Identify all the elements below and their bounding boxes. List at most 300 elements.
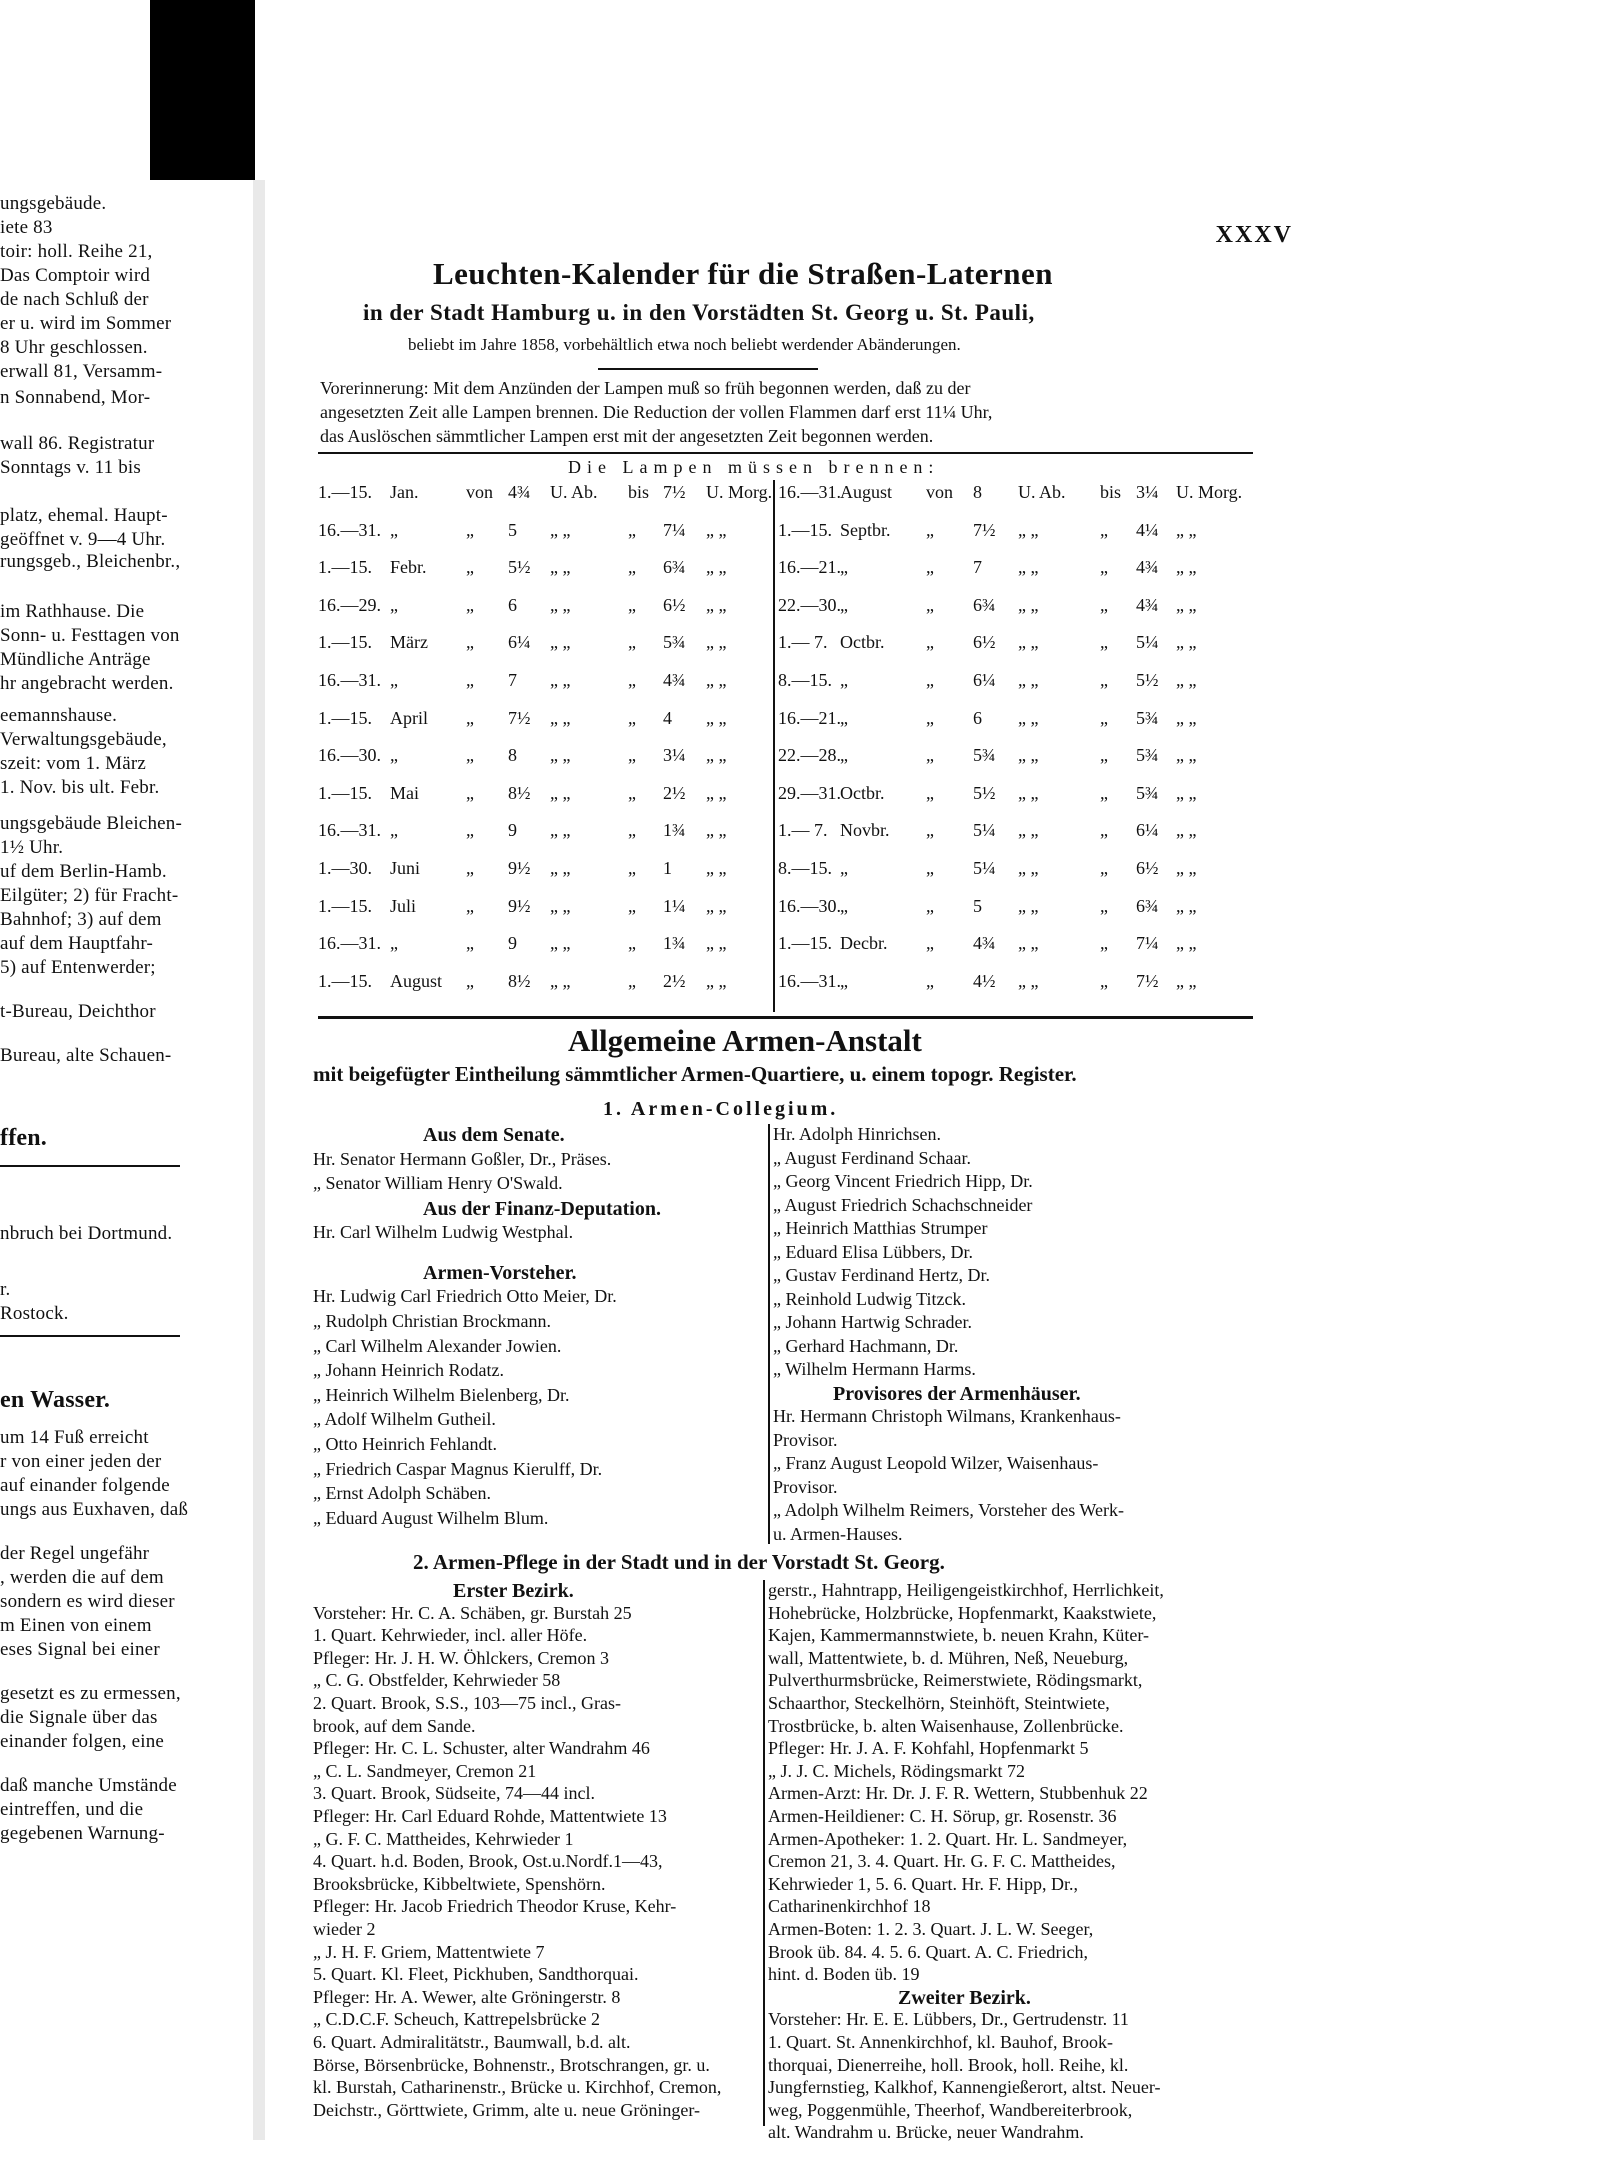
table-cell: Decbr. — [840, 933, 888, 954]
table-cell: 1.—15. — [318, 970, 372, 991]
table-cell: „ — [840, 707, 848, 728]
column-line: Pulverthurmsbrücke, Reimerstwiete, Rödingsmarkt, — [768, 1670, 1143, 1691]
table-cell: 4¾ — [508, 482, 531, 502]
left-page-line: ungsgebäude. — [0, 193, 107, 214]
left-page-line: Rostock. — [0, 1303, 69, 1324]
table-cell: „ — [840, 594, 848, 615]
table-cell: „ — [628, 745, 636, 766]
left-page-line: eses Signal bei einer — [0, 1639, 160, 1660]
table-cell: August — [390, 970, 443, 991]
book-spine-shadow — [150, 0, 255, 180]
table-cell: „ „ — [550, 858, 571, 878]
table-cell: „ — [628, 594, 636, 615]
table-cell: 7½ — [1136, 970, 1159, 991]
table-cell: 5¼ — [973, 820, 996, 841]
left-page-line: Das Comptoir wird — [0, 265, 151, 286]
column-line: „ Heinrich Wilhelm Bielenberg, Dr. — [313, 1384, 570, 1405]
table-cell: „ „ — [1018, 707, 1039, 728]
left-page-line: t-Bureau, Deichthor — [0, 1001, 156, 1022]
column-line: Hr. Carl Wilhelm Ludwig Westphal. — [313, 1222, 574, 1243]
column-line: „ Adolf Wilhelm Gutheil. — [313, 1409, 496, 1430]
table-cell: 1.— 7. — [778, 820, 828, 841]
table-cell: „ „ — [1176, 519, 1197, 540]
left-page-line: die Signale über das — [0, 1707, 158, 1728]
table-cell: „ „ — [706, 933, 727, 954]
table-cell: „ „ — [706, 670, 727, 690]
table-cell: „ „ — [1176, 933, 1197, 954]
table-cell: „ „ — [1176, 820, 1197, 841]
table-cell: August — [840, 482, 893, 502]
table-cell: „ — [390, 670, 398, 690]
table-cell: „ — [926, 745, 934, 766]
preliminary-note — [320, 376, 992, 448]
table-cell: „ „ — [1018, 745, 1039, 766]
table-cell: 5½ — [973, 782, 996, 803]
table-cell: „ „ — [1018, 632, 1039, 653]
table-cell: 7½ — [973, 519, 996, 540]
column-line: wieder 2 — [313, 1919, 376, 1939]
table-cell: „ — [628, 557, 636, 578]
column-line: „ Georg Vincent Friedrich Hipp, Dr. — [773, 1171, 1033, 1191]
table-cell: „ „ — [1176, 707, 1197, 728]
table-cell: 9 — [508, 933, 517, 954]
left-page-line: Verwaltungsgebäude, — [0, 729, 167, 750]
column-line: Trostbrücke, b. alten Waisenhause, Zollenbrücke. — [768, 1715, 1124, 1736]
table-cell: „ — [926, 707, 934, 728]
column-line: Brook üb. 84. 4. 5. 6. Quart. A. C. Friedrich, — [768, 1941, 1088, 1962]
table-cell: Novbr. — [840, 820, 890, 841]
table-cell: Septbr. — [840, 519, 891, 540]
column-line: Hr. Ludwig Carl Friedrich Otto Meier, Dr. — [313, 1286, 617, 1307]
table-cell: 7 — [973, 557, 982, 578]
note-line: angesetzten Zeit alle Lampen brennen. Die Reduction der vollen Flammen darf erst 11¼ Uhr, — [320, 402, 993, 422]
collegium-right-column — [773, 1124, 1293, 1544]
table-cell: 5¾ — [973, 745, 996, 766]
table-cell: 6 — [508, 594, 517, 615]
column-line: 3. Quart. Brook, Südseite, 74—44 incl. — [313, 1783, 595, 1804]
table-cell: „ — [466, 519, 474, 540]
table-cell: 16.—21. — [778, 557, 841, 578]
column-line: Pfleger: Hr. Jacob Friedrich Theodor Kruse, Kehr- — [313, 1896, 677, 1917]
column-line: Hohebrücke, Holzbrücke, Hopfenmarkt, Kaakstwiete, — [768, 1602, 1157, 1623]
table-cell: 8½ — [508, 782, 531, 803]
table-cell: „ — [628, 670, 636, 690]
left-page-line: der Regel ungefähr — [0, 1543, 150, 1564]
column-line: Kehrwieder 1, 5. 6. Quart. Hr. F. Hipp, Dr., — [768, 1873, 1079, 1894]
table-cell: „ „ — [1018, 895, 1039, 916]
table-cell: „ — [466, 594, 474, 615]
table-top-rule — [318, 452, 1253, 454]
table-cell: 8 — [508, 745, 517, 766]
table-cell: „ „ — [1176, 670, 1197, 690]
table-cell: 6½ — [973, 632, 996, 653]
table-cell: „ „ — [1176, 970, 1197, 991]
table-cell: „ — [840, 858, 848, 878]
table-cell: Juli — [390, 895, 417, 916]
bezirk-right-column — [768, 1580, 1288, 2143]
column-line: u. Armen-Hauses. — [773, 1523, 903, 1544]
table-cell: „ „ — [550, 782, 571, 803]
column-line: alt. Wandrahm u. Brücke, neuer Wandrahm. — [768, 2122, 1084, 2143]
column-line: Cremon 21, 3. 4. Quart. Hr. G. F. C. Mattheides, — [768, 1851, 1116, 1872]
table-cell: „ „ — [706, 707, 727, 728]
calendar-subtitle: in der Stadt Hamburg u. in den Vorstädten St. Georg u. St. Pauli, — [363, 300, 1035, 325]
table-cell: „ — [1100, 782, 1108, 803]
left-page-line: ffen. — [0, 1125, 47, 1151]
table-cell: „ — [390, 933, 398, 954]
table-cell: „ — [390, 745, 398, 766]
table-cell: 5¾ — [1136, 745, 1159, 766]
column-line: „ Carl Wilhelm Alexander Jowien. — [313, 1335, 562, 1356]
table-cell: 6¾ — [973, 594, 996, 615]
table-cell: „ — [466, 970, 474, 991]
column-line: „ Senator William Henry O'Swald. — [313, 1173, 563, 1194]
column-line: hint. d. Boden üb. 19 — [768, 1964, 920, 1985]
column-line: Armen-Heildiener: C. H. Sörup, gr. Rosenstr. 36 — [768, 1806, 1117, 1826]
table-cell: 6¼ — [973, 670, 996, 690]
column-line: 1. Quart. St. Annenkirchhof, kl. Bauhof, Brook- — [768, 2032, 1113, 2052]
table-cell: „ — [466, 782, 474, 803]
column-line: Vorsteher: Hr. E. E. Lübbers, Dr., Gertrudenstr. 11 — [768, 2009, 1129, 2030]
table-cell: 5¾ — [1136, 782, 1159, 803]
table-cell: „ „ — [1176, 895, 1197, 916]
column-heading: Aus dem Senate. — [423, 1124, 565, 1146]
left-page-line: uf dem Berlin-Hamb. — [0, 861, 167, 882]
table-cell: 6½ — [663, 594, 686, 615]
table-cell: 4¾ — [663, 670, 686, 690]
table-cell: von — [926, 482, 953, 502]
table-cell: 5½ — [1136, 670, 1159, 690]
column-line: thorquai, Dienerreihe, holl. Brook, holl. Reihe, kl. — [768, 2054, 1129, 2075]
column-line: Pfleger: Hr. A. Wewer, alte Gröningerstr. 8 — [313, 1986, 621, 2007]
table-cell: 1.—15. — [318, 895, 372, 916]
table-cell: „ — [628, 782, 636, 803]
left-page-line: iete 83 — [0, 217, 53, 238]
column-line: Brooksbrücke, Kibbeltwiete, Spenshörn. — [313, 1873, 606, 1894]
table-cell: „ „ — [706, 820, 727, 841]
table-cell: 1.—30. — [318, 858, 372, 878]
table-cell: „ — [1100, 519, 1108, 540]
left-page-line: platz, ehemal. Haupt- — [0, 505, 168, 526]
table-cell: „ — [1100, 594, 1108, 615]
left-page-line: im Rathhause. Die — [0, 601, 145, 622]
column-line: „ Otto Heinrich Fehlandt. — [313, 1433, 497, 1454]
table-cell: „ — [628, 933, 636, 954]
left-page-line: en Wasser. — [0, 1387, 111, 1413]
table-cell: „ — [466, 707, 474, 728]
left-page-line: daß manche Umstände — [0, 1775, 177, 1796]
table-cell: 16.—31. — [318, 670, 381, 690]
table-cell: „ „ — [1176, 632, 1197, 653]
table-cell: bis — [628, 482, 650, 502]
table-cell: 1.—15. — [318, 632, 372, 653]
table-cell: „ — [628, 970, 636, 991]
column-line: „ Wilhelm Hermann Harms. — [773, 1359, 976, 1379]
table-cell: 2½ — [663, 782, 686, 803]
left-page-line: um 14 Fuß erreicht — [0, 1427, 149, 1448]
left-page-line: wall 86. Registratur — [0, 433, 155, 454]
table-cell: „ — [466, 858, 474, 878]
table-cell: 1 — [663, 858, 672, 878]
left-page-line: sondern es wird dieser — [0, 1591, 175, 1612]
table-cell: 7 — [508, 670, 517, 690]
table-cell: „ „ — [1018, 519, 1039, 540]
table-cell: 2½ — [663, 970, 686, 991]
column-line: „ Johann Hartwig Schrader. — [773, 1312, 972, 1332]
table-cell: „ — [926, 970, 934, 991]
table-cell: „ — [466, 895, 474, 916]
table-cell: Jan. — [390, 482, 419, 502]
table-cell: 4¾ — [1136, 594, 1159, 615]
left-page-line: gegebenen Warnung- — [0, 1823, 165, 1844]
left-page-line: toir: holl. Reihe 21, — [0, 241, 153, 262]
table-cell: 16.—31. — [318, 519, 381, 540]
column-line: weg, Poggenmühle, Theerhof, Wandbereiterbrook, — [768, 2099, 1133, 2120]
table-cell: 16.—30. — [778, 895, 841, 916]
column-heading: Aus der Finanz-Deputation. — [423, 1197, 661, 1220]
left-page-line: Mündliche Anträge — [0, 649, 151, 670]
table-cell: 1¼ — [663, 895, 686, 916]
table-cell: „ „ — [1176, 745, 1197, 766]
table-cell: 1¾ — [663, 820, 686, 841]
table-cell: 1¾ — [663, 933, 686, 954]
armen-subtitle: mit beigefügter Eintheilung sämmtlicher Armen-Quartiere, u. einem topogr. Register. — [313, 1062, 1077, 1086]
table-cell: 22.—30. — [778, 594, 841, 615]
left-page-line: er u. wird im Sommer — [0, 313, 172, 334]
table-cell: 7¼ — [663, 519, 686, 540]
table-cell: „ — [390, 519, 398, 540]
table-cell: März — [390, 632, 428, 653]
left-page-line: einander folgen, eine — [0, 1731, 165, 1752]
table-cell: 4¾ — [1136, 557, 1159, 578]
table-cell: 22.—28. — [778, 745, 841, 766]
table-cell: 7½ — [663, 482, 686, 502]
table-cell: „ „ — [1018, 820, 1039, 841]
table-cell: „ „ — [550, 519, 571, 540]
column-line: Pfleger: Hr. J. A. F. Kohfahl, Hopfenmarkt 5 — [768, 1738, 1089, 1759]
table-cell: 8½ — [508, 970, 531, 991]
table-cell: 29.—31. — [778, 782, 841, 803]
column-line: kl. Burstah, Catharinenstr., Brücke u. Kirchhof, Cremon, — [313, 2077, 722, 2098]
left-page-line: auf dem Hauptfahr- — [0, 933, 154, 954]
table-header: Die Lampen müssen brennen: — [568, 457, 940, 477]
table-cell: U. Morg. — [706, 482, 773, 502]
section-rule — [318, 1016, 1253, 1019]
table-cell: „ — [466, 670, 474, 690]
left-page-line: Bahnhof; 3) auf dem — [0, 909, 162, 930]
table-cell: „ — [628, 707, 636, 728]
column-line: 1. Quart. Kehrwieder, incl. aller Höfe. — [313, 1625, 588, 1646]
table-cell: „ — [1100, 557, 1108, 578]
table-cell: „ — [926, 858, 934, 878]
table-cell: „ — [926, 820, 934, 841]
table-cell: „ „ — [550, 745, 571, 766]
column-line: „ G. F. C. Mattheides, Kehrwieder 1 — [313, 1828, 574, 1849]
column-line: Armen-Apotheker: 1. 2. Quart. Hr. L. Sandmeyer, — [768, 1828, 1128, 1849]
table-cell: „ — [466, 933, 474, 954]
table-cell: 7½ — [508, 707, 531, 728]
table-cell: „ „ — [706, 745, 727, 766]
table-cell: 16.—31. — [318, 820, 381, 841]
table-cell: „ „ — [1018, 858, 1039, 878]
table-cell: 6¾ — [663, 557, 686, 578]
table-cell: „ — [926, 519, 934, 540]
table-cell: 4¾ — [973, 933, 996, 954]
table-cell: Octbr. — [840, 632, 885, 653]
column-line: „ Rudolph Christian Brockmann. — [313, 1310, 551, 1331]
column-heading: Zweiter Bezirk. — [898, 1986, 1031, 2009]
left-page-line: de nach Schluß der — [0, 289, 149, 310]
bezirk-divider — [763, 1580, 765, 2126]
schedule-table-left — [318, 482, 773, 1012]
table-cell: 3¼ — [663, 745, 686, 766]
schedule-table-right — [778, 482, 1258, 1012]
table-cell: 1.—15. — [318, 707, 372, 728]
table-cell: U. Morg. — [1176, 482, 1243, 502]
table-cell: „ — [926, 557, 934, 578]
left-page-line: eintreffen, und die — [0, 1799, 144, 1820]
table-cell: „ — [1100, 970, 1108, 991]
column-line: brook, auf dem Sande. — [313, 1715, 476, 1736]
column-line: „ Friedrich Caspar Magnus Kierulff, Dr. — [313, 1458, 603, 1479]
table-cell: „ „ — [706, 895, 727, 916]
column-line: 4. Quart. h.d. Boden, Brook, Ost.u.Nordf.1—43, — [313, 1851, 663, 1872]
table-cell: „ — [926, 782, 934, 803]
table-cell: „ — [926, 895, 934, 916]
table-cell: 5¼ — [973, 858, 996, 878]
table-cell: „ „ — [550, 632, 571, 653]
left-page-line: auf einander folgende — [0, 1475, 170, 1496]
table-cell: 5¼ — [1136, 632, 1159, 653]
armen-title: Allgemeine Armen-Anstalt — [568, 1023, 922, 1058]
column-line: „ August Ferdinand Schaar. — [773, 1147, 971, 1168]
column-line: Hr. Senator Hermann Goßler, Dr., Präses. — [313, 1148, 612, 1169]
table-cell: 6¼ — [1136, 820, 1159, 841]
calendar-title: Leuchten-Kalender für die Straßen-Laternen — [433, 256, 1054, 291]
left-page-line: szeit: vom 1. März — [0, 753, 147, 774]
column-line: 6. Quart. Admiralitätstr., Baumwall, b.d. alt. — [313, 2032, 631, 2052]
table-cell: „ „ — [550, 594, 571, 615]
table-cell: „ „ — [1176, 594, 1197, 615]
table-cell: „ „ — [1176, 557, 1197, 578]
table-cell: „ — [840, 670, 848, 690]
title-rule — [598, 368, 818, 370]
table-cell: 1.—15. — [778, 933, 832, 954]
column-heading: Erster Bezirk. — [453, 1580, 574, 1602]
left-page-rule — [0, 1165, 180, 1167]
table-cell: „ „ — [550, 707, 571, 728]
column-line: „ J. H. F. Griem, Mattentwiete 7 — [313, 1941, 545, 1962]
table-cell: „ — [1100, 745, 1108, 766]
table-cell: 6½ — [1136, 858, 1159, 878]
table-cell: U. Ab. — [550, 482, 598, 502]
table-cell: „ — [628, 895, 636, 916]
table-cell: 6 — [973, 707, 982, 728]
table-cell: „ — [628, 519, 636, 540]
table-cell: „ „ — [1176, 782, 1197, 803]
table-cell: 4¼ — [1136, 519, 1159, 540]
calendar-subtitle-note: beliebt im Jahre 1858, vorbehältlich etwa noch beliebt werdender Abänderungen. — [408, 335, 961, 354]
table-cell: „ „ — [1018, 670, 1039, 690]
table-cell: „ „ — [1018, 594, 1039, 615]
column-line: Pfleger: Hr. J. H. W. Öhlckers, Cremon 3 — [313, 1647, 609, 1668]
left-page-fragment — [0, 165, 248, 2125]
table-cell: 5 — [973, 895, 982, 916]
table-cell: 1.—15. — [778, 519, 832, 540]
column-line: „ Adolph Wilhelm Reimers, Vorsteher des Werk- — [773, 1500, 1124, 1520]
left-page-line: 1. Nov. bis ult. Febr. — [0, 777, 160, 798]
left-page-line: nbruch bei Dortmund. — [0, 1223, 173, 1244]
table-cell: „ „ — [550, 557, 571, 578]
column-line: „ J. J. C. Michels, Rödingsmarkt 72 — [768, 1760, 1025, 1781]
table-cell: 16.—29. — [318, 594, 381, 615]
table-cell: 1.—15. — [318, 482, 372, 502]
table-cell: 5¾ — [1136, 707, 1159, 728]
table-cell: Juni — [390, 858, 421, 878]
table-cell: „ — [1100, 707, 1108, 728]
column-line: „ Franz August Leopold Wilzer, Waisenhaus- — [773, 1453, 1099, 1473]
table-cell: „ — [1100, 632, 1108, 653]
left-page-line: 5) auf Entenwerder; — [0, 957, 156, 978]
bezirk-left-column — [313, 1580, 768, 2140]
table-cell: „ — [926, 632, 934, 653]
column-heading: Armen-Vorsteher. — [423, 1261, 577, 1284]
table-cell: „ — [840, 895, 848, 916]
table-cell: 6¼ — [508, 632, 531, 653]
column-line: gerstr., Hahntrapp, Heiligengeistkirchhof, Herrlichkeit, — [768, 1580, 1164, 1600]
table-divider — [773, 480, 775, 1012]
table-cell: 8 — [973, 482, 982, 502]
table-cell: „ — [466, 820, 474, 841]
left-page-line: Sonntags v. 11 bis — [0, 457, 142, 478]
left-page-line: , werden die auf dem — [0, 1567, 164, 1588]
column-line: „ August Friedrich Schachschneider — [773, 1194, 1033, 1215]
left-page-line: Bureau, alte Schauen- — [0, 1045, 172, 1066]
table-cell: 9½ — [508, 895, 531, 916]
table-cell: 5½ — [508, 557, 531, 578]
table-cell: „ „ — [550, 933, 571, 954]
table-cell: „ „ — [1018, 970, 1039, 991]
column-line: „ Eduard Elisa Lübbers, Dr. — [773, 1241, 973, 1262]
column-line: Pfleger: Hr. C. L. Schuster, alter Wandrahm 46 — [313, 1738, 650, 1759]
left-page-line: ungsgebäude Bleichen- — [0, 813, 183, 834]
table-cell: „ „ — [1018, 557, 1039, 578]
left-page-line: r. — [0, 1279, 11, 1300]
left-page-line: Eilgüter; 2) für Fracht- — [0, 885, 179, 906]
left-page-line: gesetzt es zu ermessen, — [0, 1683, 181, 1704]
table-cell: 6¾ — [1136, 895, 1159, 916]
left-page-line: erwall 81, Versamm- — [0, 361, 163, 382]
table-cell: „ — [628, 858, 636, 878]
table-cell: 3¼ — [1136, 482, 1159, 502]
table-cell: 9 — [508, 820, 517, 841]
left-page-line: eemannshause. — [0, 705, 118, 726]
table-cell: von — [466, 482, 493, 502]
table-cell: „ „ — [706, 782, 727, 803]
table-cell: „ — [1100, 858, 1108, 878]
left-page-line: 1½ Uhr. — [0, 837, 64, 858]
table-cell: 8.—15. — [778, 670, 832, 690]
table-cell: „ — [390, 594, 398, 615]
column-line: Jungfernstieg, Kalkhof, Kannengießerort, altst. Neuer- — [768, 2077, 1161, 2098]
column-line: Deichstr., Görttwiete, Grimm, alte u. neue Gröninger- — [313, 2099, 701, 2120]
column-line: Kajen, Kammermannstwiete, b. neuen Krahn, Küter- — [768, 1625, 1150, 1646]
table-cell: „ „ — [550, 895, 571, 916]
collegium-left-column — [313, 1124, 773, 1544]
table-cell: U. Ab. — [1018, 482, 1066, 502]
column-line: „ C. G. Obstfelder, Kehrwieder 58 — [313, 1670, 561, 1691]
table-cell: 7¼ — [1136, 933, 1159, 954]
